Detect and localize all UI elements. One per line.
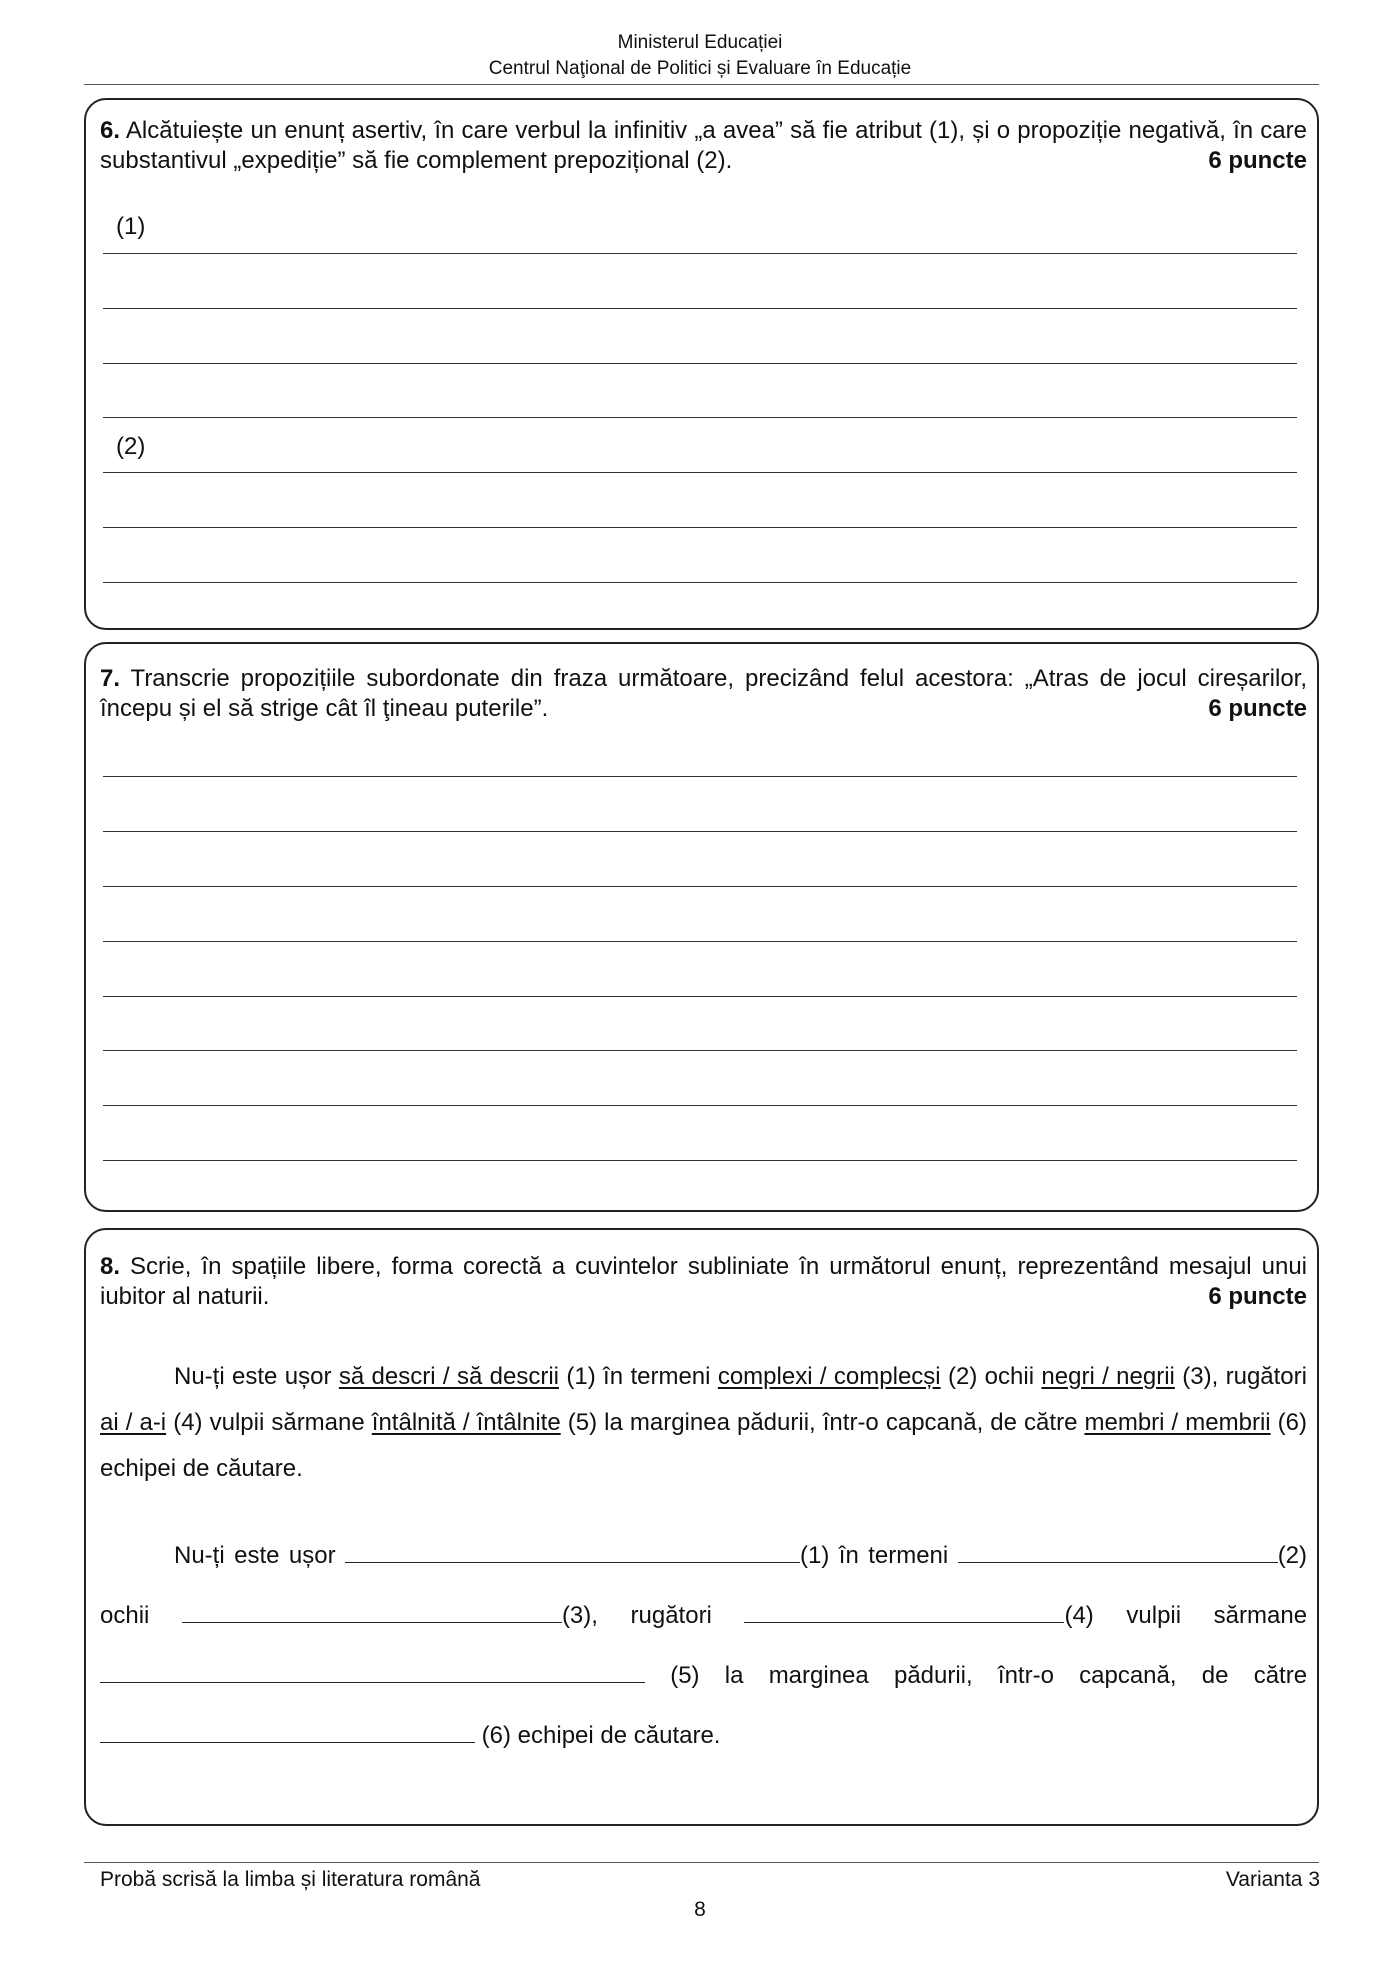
fill-text: sărmane [1213, 1602, 1308, 1629]
answer-line[interactable] [103, 1105, 1297, 1106]
answer-line[interactable] [103, 417, 1297, 418]
question-6-number: 6. [100, 117, 121, 144]
fill-line-3 [100, 1660, 1307, 1691]
fill-text: (3), [561, 1602, 598, 1629]
blank-4[interactable] [744, 1600, 1064, 1623]
fill-text: (1) în termeni [800, 1542, 949, 1569]
fill-text: Nu-ți este ușor [174, 1542, 336, 1569]
sentence-part: (4) vulpii sărmane [166, 1409, 372, 1436]
answer-label-1: (1) [116, 213, 146, 240]
page-number: 8 [694, 1898, 706, 1921]
sentence-part: (6) echipei de căutare. [100, 1409, 1308, 1482]
blank-6[interactable] [100, 1720, 475, 1743]
footer-variant: Varianta 3 [1225, 1868, 1320, 1891]
footer-rule [84, 1862, 1319, 1863]
answer-label-2: (2) [116, 433, 146, 460]
ministry-name: Ministerul Educației [617, 32, 783, 53]
underlined-word-2: complexi / complecși [717, 1363, 941, 1390]
question-8-points: 6 puncte [1208, 1283, 1307, 1310]
fill-text: (6) echipei de căutare. [481, 1722, 721, 1749]
fill-text: capcană, [1079, 1662, 1177, 1689]
underlined-word-3: negri / negrii [1041, 1363, 1175, 1390]
underlined-word-1: să descri / să descrii [338, 1363, 559, 1390]
blank-3[interactable] [182, 1600, 562, 1623]
question-6-prompt [100, 116, 1307, 176]
underlined-word-4: ai / a-i [100, 1409, 167, 1436]
answer-line[interactable] [103, 472, 1297, 473]
question-8-prompt [100, 1252, 1307, 1312]
answer-line[interactable] [103, 941, 1297, 942]
answer-line[interactable] [103, 308, 1297, 309]
answer-line[interactable] [103, 996, 1297, 997]
blank-2[interactable] [958, 1540, 1278, 1563]
question-8-sentence [100, 1354, 1307, 1492]
question-6-box [84, 98, 1319, 630]
fill-text: (5) [670, 1662, 700, 1689]
sentence-part: (1) în termeni [559, 1363, 718, 1390]
fill-text: marginea [768, 1662, 869, 1689]
answer-line[interactable] [103, 831, 1297, 832]
answer-line[interactable] [103, 363, 1297, 364]
answer-line[interactable] [103, 527, 1297, 528]
question-8-number: 8. [100, 1253, 121, 1280]
fill-line-1 [100, 1540, 1307, 1571]
sentence-part: (2) ochii [940, 1363, 1042, 1390]
sentence-part: Nu-ți este ușor [174, 1363, 339, 1390]
question-6-points: 6 puncte [1208, 147, 1307, 174]
fill-text: rugători [630, 1602, 712, 1629]
question-7-number: 7. [100, 665, 121, 692]
fill-line-4 [100, 1720, 1307, 1751]
answer-line[interactable] [103, 776, 1297, 777]
fill-text: (4) [1064, 1602, 1094, 1629]
fill-text: într-o [997, 1662, 1054, 1689]
answer-line[interactable] [103, 1160, 1297, 1161]
underlined-word-6: membri / membrii [1084, 1409, 1271, 1436]
header-rule [84, 84, 1319, 85]
fill-text: vulpii [1126, 1602, 1182, 1629]
answer-line[interactable] [103, 253, 1297, 254]
question-7-box [84, 642, 1319, 1212]
fill-text: către [1253, 1662, 1308, 1689]
page-header [0, 30, 1400, 82]
fill-line-2 [100, 1600, 1307, 1631]
question-8-box [84, 1228, 1319, 1826]
question-6-text: Alcătuiește un enunț asertiv, în care verbul la infinitiv „a avea” să fie atribut (1), și o propoziție negativă, în care substantivul „expediție” să fie complement prepozițional (2). [100, 117, 1307, 174]
fill-text: de [1201, 1662, 1229, 1689]
center-name: Centrul Naţional de Politici și Evaluare în Educație [488, 58, 912, 79]
blank-1[interactable] [345, 1540, 800, 1563]
answer-line[interactable] [103, 1050, 1297, 1051]
sentence-part: (3), rugători [1174, 1363, 1307, 1390]
underlined-word-5: întâlnită / întâlnite [371, 1409, 561, 1436]
question-7-prompt [100, 664, 1307, 724]
question-7-points: 6 puncte [1208, 695, 1307, 722]
fill-text: pădurii, [893, 1662, 973, 1689]
question-7-text: Transcrie propozițiile subordonate din fraza următoare, precizând felul acestora: „Atras de jocul cireșarilor, începu și el să strige cât îl ţineau puterile”. [100, 665, 1307, 722]
fill-text: ochii [100, 1602, 150, 1629]
sentence-part: (5) la marginea pădurii, într-o capcană, de către [560, 1409, 1085, 1436]
question-8-text: Scrie, în spațiile libere, forma corectă a cuvintelor subliniate în următorul enunț, reprezentând mesajul unui iubitor al naturii. [100, 1253, 1307, 1310]
blank-5[interactable] [100, 1660, 645, 1683]
fill-text: (2) [1277, 1542, 1308, 1569]
footer-subject: Probă scrisă la limba și literatura română [100, 1868, 481, 1891]
answer-line[interactable] [103, 582, 1297, 583]
answer-line[interactable] [103, 886, 1297, 887]
fill-text: la [724, 1662, 744, 1689]
